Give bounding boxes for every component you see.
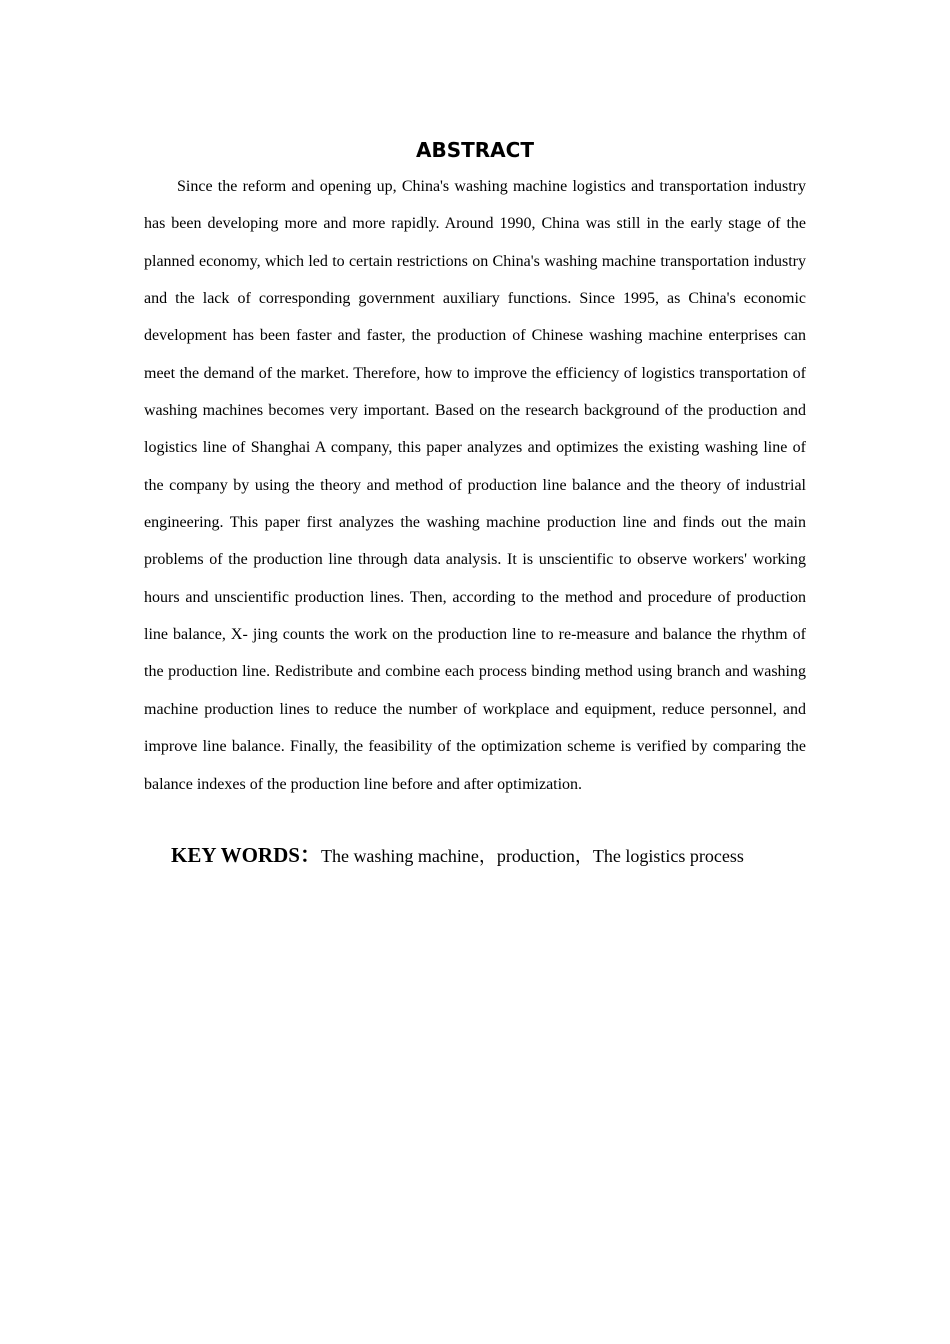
keywords-value: The washing machine，production，The logistics process xyxy=(320,846,744,866)
keywords-line xyxy=(171,840,811,871)
abstract-body: Since the reform and opening up, China's washing machine logistics and transportation industry has been developing more and more rapidly. Around 1990, China was still in the early stage of the planned economy, which led to certain restrictions on China's washing machine transportation industry and the lack of corresponding government auxiliary functions. Since 1995, as China's economic development has been faster and faster, the production of Chinese washing machine enterprises can meet the demand of the market. Therefore, how to improve the efficiency of logistics transportation of washing machines becomes very important. Based on the research background of the production and logistics line of Shanghai A company, this paper analyzes and optimizes the existing washing line of the company by using the theory and method of production line balance and the theory of industrial engineering. This paper first analyzes the washing machine production line and finds out the main problems of the production line through data analysis. It is unscientific to observe workers' working hours and unscientific production lines. Then, according to the method and procedure of production line balance, X- jing counts the work on the production line to re-measure and balance the rhythm of the production line. Redistribute and combine each process binding method using branch and washing machine production lines to reduce the number of workplace and equipment, reduce personnel, and improve line balance. Finally, the feasibility of the optimization scheme is verified by comparing the balance indexes of the production line before and after optimization. xyxy=(144,178,806,793)
abstract-title: ABSTRACT xyxy=(416,138,534,162)
keywords-label: KEY WORDS： xyxy=(171,843,321,867)
